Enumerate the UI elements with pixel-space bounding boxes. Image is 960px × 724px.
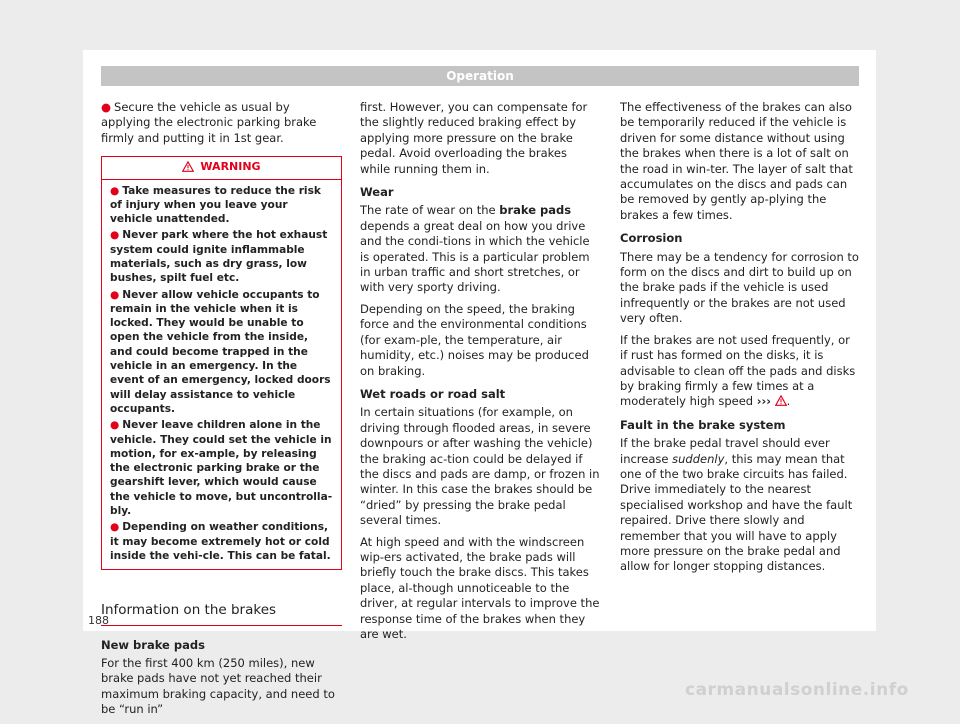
subheading-brake-fault: Fault in the brake system xyxy=(620,417,786,432)
bullet-icon: ● xyxy=(110,288,120,301)
intro-paragraph: ● Secure the vehicle as usual by applying the electronic parking brake firmly and putting it in 1st gear. xyxy=(101,100,317,145)
paragraph: If the brake pedal travel should ever increase suddenly, this may mean that one of the two brake circuits has failed. Drive immediately to the nearest specialised workshop and have the fault repaired. Drive there slowly and remember that you will have to apply more pressure on the brake pedal and allow for longer stopping distances. xyxy=(620,436,853,574)
warning-box xyxy=(101,156,342,570)
subheading-corrosion: Corrosion xyxy=(620,231,683,246)
bullet-icon: ● xyxy=(110,229,120,242)
paragraph: There may be a tendency for corrosion to form on the discs and dirt to build up on the brake pads if the vehicle is used infrequently or the brakes are not used very often. xyxy=(620,249,859,326)
warning-item: ● Never allow vehicle occupants to remain in the vehicle when it is locked. They would be unable to open the vehicle from the inside, and could become trapped in the vehicle in an emergency. In the event of an emergency, locked doors will delay assistance to vehicle occupants. xyxy=(110,288,331,415)
cross-reference-arrow[interactable]: ››› xyxy=(756,394,771,409)
bullet-icon: ● xyxy=(101,100,112,114)
paragraph: first. However, you can compensate for the slightly reduced braking effect by applying more pressure on the brake pedal. Avoid overloading the brakes while running them in. xyxy=(360,100,588,176)
warning-item: ● Never park where the hot exhaust system could ignite inflammable materials, such as dry grass, low bushes, spilt fuel etc. xyxy=(110,229,328,285)
subheading-wear: Wear xyxy=(360,185,394,200)
warning-triangle-icon[interactable] xyxy=(775,395,787,406)
column-3 xyxy=(620,100,860,581)
column-1 xyxy=(101,100,342,724)
warning-item: ● Take measures to reduce the risk of injury when you leave your vehicle unattended. xyxy=(110,184,321,226)
paragraph: The rate of wear on the brake pads depends a great deal on how you drive and the condi-tions in which the vehicle is operated. This is a particular problem in urban traffic and short stretches, or with very sporty driving. xyxy=(360,203,590,295)
bullet-icon: ● xyxy=(110,521,120,534)
warning-body xyxy=(102,180,341,570)
watermark: carmanualsonline.info xyxy=(685,680,909,700)
paragraph: In certain situations (for example, on driving through flooded areas, in severe downpours or after washing the vehicle) the braking ac-tion could be delayed if the discs and pads are damp, or frozen in winter. In this case the brakes should be “dried” by pressing the brake pedal several times. xyxy=(360,405,600,528)
paragraph: At high speed and with the windscreen wip-ers activated, the brake pads will briefly touch the brake discs. This takes place, al-though unnoticeable to the driver, at regular intervals to improve the response time of the brakes when they are wet. xyxy=(360,534,600,641)
warning-item: ● Depending on weather conditions, it may become extremely hot or cold inside the vehi-cle. This can be fatal. xyxy=(110,521,331,562)
paragraph: For the first 400 km (250 miles), new brake pads have not yet reached their maximum braking capacity, and need to be “run in” xyxy=(101,656,335,717)
warning-header: WARNING xyxy=(102,157,341,179)
page-header: Operation xyxy=(101,66,859,86)
page-number: 188 xyxy=(88,614,109,627)
subheading-wet-roads: Wet roads or road salt xyxy=(360,386,506,401)
column-2 xyxy=(360,100,600,648)
subheading-new-brake-pads: New brake pads xyxy=(101,637,205,652)
warning-item: ● Never leave children alone in the vehicle. They could set the vehicle in motion, for ex-ample, by releasing the electronic parking brake or the gearshift lever, which would cause the vehicle to move, but uncontrolla-bly. xyxy=(110,419,333,518)
paragraph: The effectiveness of the brakes can also be temporarily reduced if the vehicle is driven for some distance without using the brakes when there is a lot of salt on the road in win-ter. The layer of salt that accumulates on the discs and pads can be removed by gently ap-plying the brakes a few times. xyxy=(620,100,853,222)
section-title: Information on the brakes xyxy=(101,603,342,625)
paragraph: If the brakes are not used frequently, or if rust has formed on the disks, it is advisable to clean off the pads and disks by braking firmly a few times at a moderately high speed ››› . xyxy=(620,332,856,409)
warning-triangle-icon xyxy=(182,161,194,172)
bullet-icon: ● xyxy=(110,419,120,432)
paragraph: Depending on the speed, the braking force and the environmental conditions (for exam-ple, the temperature, air humidity, etc.) noises may be produced on braking. xyxy=(360,301,589,378)
bullet-icon: ● xyxy=(110,184,120,197)
